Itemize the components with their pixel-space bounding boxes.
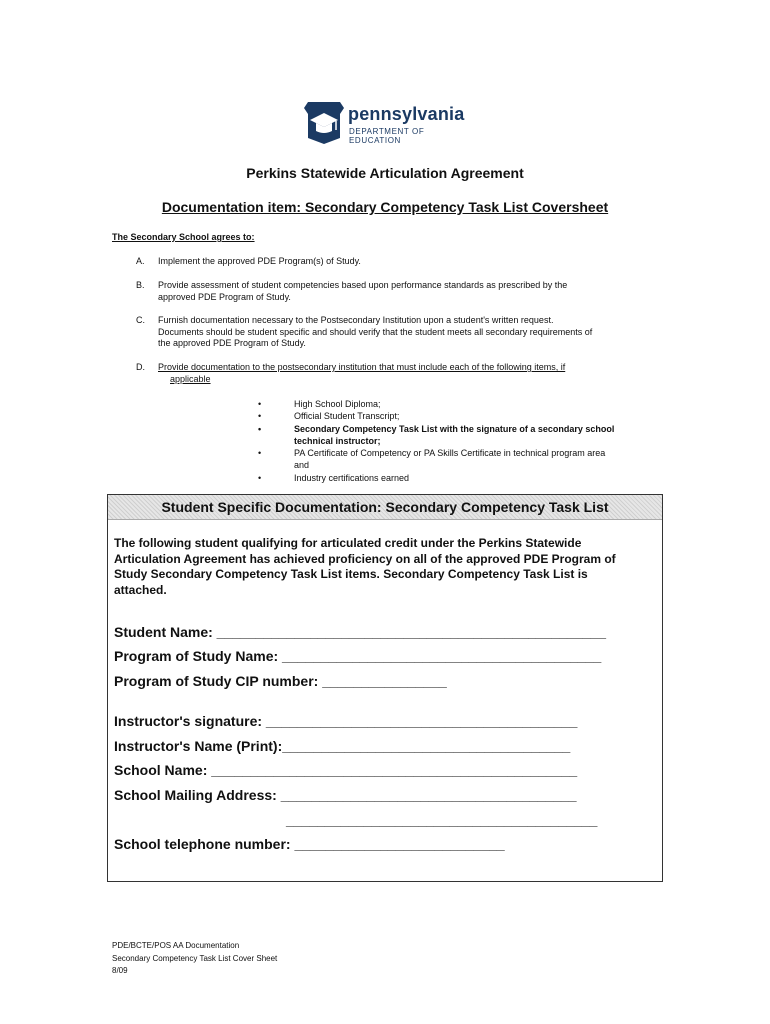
box-intro [114,536,654,598]
box-title: Student Specific Documentation: Secondary Competency Task List [161,499,609,515]
bullet-item: • Industry certifications earned [256,472,656,484]
item-letter: B. [136,280,145,290]
item-line: Implement the approved PDE Program(s) of Study. [158,256,361,266]
logo-name: pennsylvania [348,104,465,124]
item-line: the approved PDE Program of Study. [158,338,306,348]
item-letter: C. [136,315,145,325]
program-name-field[interactable]: Program of Study Name: _________________________________________ [114,648,602,664]
footer-line: PDE/BCTE/POS AA Documentation [112,941,240,950]
bullet-line: • PA Certificate of Competency or PA Skills Certificate in technical program area [294,448,606,459]
item-line: applicable [170,373,211,384]
mailing-address-line-2-field[interactable]: ________________________________________ [286,812,598,828]
mailing-address-field[interactable]: School Mailing Address: ______________________________________ [114,787,577,803]
bullet-item [256,423,656,448]
document-subtitle: Documentation item: Secondary Competency Task List Coversheet [161,199,609,215]
bullet-item [256,447,656,472]
school-name-field[interactable]: School Name: _______________________________________________ [114,762,578,778]
instructor-name-field[interactable]: Instructor's Name (Print):_____________________________________ [114,738,571,754]
telephone-field[interactable]: School telephone number: ___________________________ [114,836,505,852]
item-line: approved PDE Program of Study. [158,291,291,302]
bullet-line: and [294,460,310,471]
logo-department: DEPARTMENT OF EDUCATION [349,127,425,145]
required-items-list [256,398,656,484]
footer-line: 8/09 [112,966,128,975]
intro-line: The following student qualifying for articulated credit under the Perkins Statewide [114,536,582,550]
item-text [158,315,638,350]
intro-line: Articulation Agreement has achieved proficiency on all of the approved PDE Program of [114,551,616,566]
item-text [158,280,638,303]
student-name-field[interactable]: Student Name: __________________________________________________ [114,624,606,640]
item-text [158,362,638,385]
bullet-line: • Secondary Competency Task List with the signature of a secondary school [294,423,615,434]
item-text [158,256,638,268]
item-line: Furnish documentation necessary to the Postsecondary Institution upon a student's written request. [158,315,554,325]
bullet-line: technical instructor; [294,435,381,446]
instructor-signature-field[interactable]: Instructor's signature: ________________________________________ [114,713,578,729]
intro-line: attached. [114,582,167,597]
item-line: Provide assessment of student competencies based upon performance standards as prescribed by the [158,280,568,290]
item-letter: D. [136,362,145,372]
agrees-heading: The Secondary School agrees to: [112,232,255,242]
keystone-mortarboard-logo-icon [302,100,346,144]
item-line: Provide documentation to the postsecondary institution that must include each of the following items, if [158,362,566,372]
cip-number-field[interactable]: Program of Study CIP number: ________________ [114,673,447,689]
bullet-item: • Official Student Transcript; [256,410,656,422]
page-footer [112,940,277,978]
student-documentation-box [107,494,663,882]
pde-logo [302,100,472,146]
box-header [108,495,662,520]
item-letter: A. [136,256,145,266]
document-title: Perkins Statewide Articulation Agreement [246,165,524,181]
intro-line: Study Secondary Competency Task List items. Secondary Competency Task List is [114,567,588,581]
item-line: Documents should be student specific and should verify that the student meets all secondary requirements of [158,326,593,337]
footer-line: Secondary Competency Task List Cover Sheet [112,953,278,963]
bullet-item: • High School Diploma; [256,398,656,410]
